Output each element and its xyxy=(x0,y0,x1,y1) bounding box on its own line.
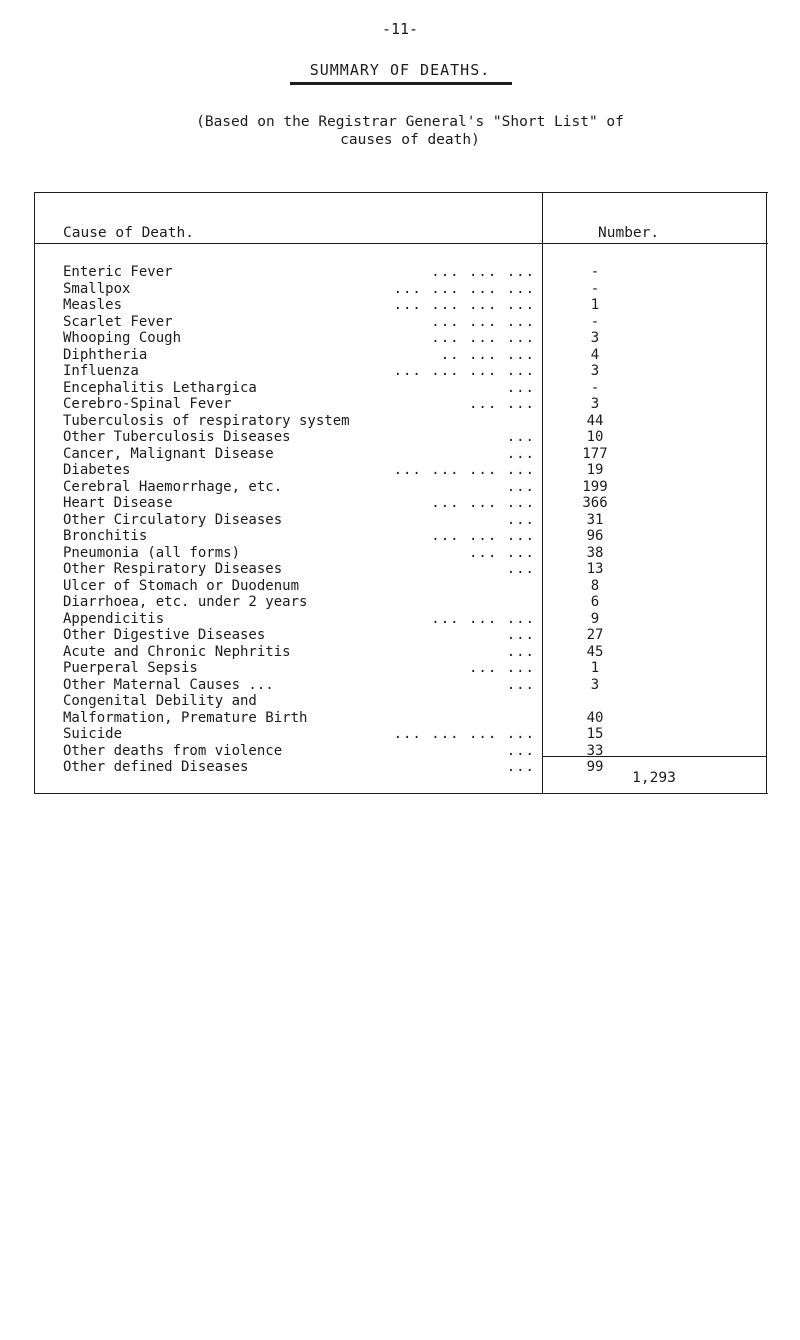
leader-dots: ... xyxy=(506,445,535,462)
death-count: 9 xyxy=(590,610,600,627)
leader-dots: ... xyxy=(506,429,535,445)
death-count: 13 xyxy=(586,561,604,577)
leader-dots: .. ... ... xyxy=(440,346,535,363)
death-count: 10 xyxy=(586,429,604,445)
death-count: - xyxy=(590,313,600,330)
cause-label: Appendicitis xyxy=(63,610,165,627)
death-count: 6 xyxy=(590,594,600,610)
cause-label: Diphtheria xyxy=(63,346,148,363)
leader-dots: ... xyxy=(506,511,535,528)
cause-label: Whooping Cough xyxy=(63,330,182,346)
leader-dots: ... ... ... ... xyxy=(393,280,535,297)
leader-dots: ... xyxy=(506,742,535,759)
death-count: 31 xyxy=(586,511,604,528)
cause-label: Other deaths from violence xyxy=(63,742,283,759)
death-count: 44 xyxy=(586,412,604,429)
cause-label: Congenital Debility and xyxy=(63,693,257,709)
leader-dots: ... xyxy=(506,627,535,643)
death-count: 27 xyxy=(586,627,604,643)
death-count: 3 xyxy=(590,676,600,693)
cause-label: Diabetes xyxy=(63,462,131,478)
page-heading: SUMMARY OF DEATHS. xyxy=(309,61,491,79)
cause-label: Tuberculosis of respiratory system xyxy=(63,412,350,429)
leader-dots: ... ... ... xyxy=(431,264,535,280)
death-count: 1 xyxy=(590,297,600,313)
leader-dots: ... xyxy=(506,676,535,693)
cause-label: Acute and Chronic Nephritis xyxy=(63,643,291,660)
death-count: 15 xyxy=(586,726,604,742)
death-count: 3 xyxy=(590,396,600,412)
death-count: 366 xyxy=(582,495,608,511)
death-count: 96 xyxy=(586,528,604,544)
cause-label: Other Tuberculosis Diseases xyxy=(63,429,291,445)
cause-label: Encephalitis Lethargica xyxy=(63,379,257,396)
subtitle xyxy=(40,113,780,149)
cause-label: Other Respiratory Diseases xyxy=(63,561,283,577)
leader-dots: ... ... ... ... xyxy=(393,462,535,478)
death-count: 19 xyxy=(586,462,604,478)
death-count: 199 xyxy=(582,478,608,495)
column-header-number: Number. xyxy=(598,225,660,241)
table-header-rule xyxy=(34,243,768,244)
subtitle-line-2: causes of death) xyxy=(340,132,480,148)
death-count: 99 xyxy=(586,759,604,775)
death-count: - xyxy=(590,280,600,297)
total-number: 1,293 xyxy=(632,770,676,786)
death-count: - xyxy=(590,379,600,396)
cause-label: Enteric Fever xyxy=(63,264,173,280)
leader-dots: ... ... ... ... xyxy=(393,363,535,379)
cause-label: Ulcer of Stomach or Duodenum xyxy=(63,577,300,594)
leader-dots: ... xyxy=(506,379,535,396)
cause-label: Other Circulatory Diseases xyxy=(63,511,283,528)
leader-dots: ... ... ... xyxy=(431,528,535,544)
leader-dots: ... xyxy=(506,561,535,577)
death-count: 33 xyxy=(586,742,604,759)
leader-dots: ... ... xyxy=(468,396,535,412)
page-number: -11- xyxy=(381,20,419,38)
death-count: 40 xyxy=(586,709,604,726)
cause-label: Other Digestive Diseases xyxy=(63,627,266,643)
cause-label: Cerebral Haemorrhage, etc. xyxy=(63,478,283,495)
cause-label: Other defined Diseases xyxy=(63,759,249,775)
death-count: 3 xyxy=(590,330,600,346)
cause-label: Smallpox xyxy=(63,280,131,297)
column-header-cause: Cause of Death. xyxy=(63,225,194,241)
table-left-border xyxy=(34,192,35,794)
leader-dots: ... ... ... xyxy=(431,330,535,346)
death-count: 45 xyxy=(586,643,604,660)
death-count: - xyxy=(590,264,600,280)
table-top-border xyxy=(34,192,768,193)
cause-label: Heart Disease xyxy=(63,495,173,511)
table-bottom-border xyxy=(34,793,768,794)
leader-dots: ... ... ... ... xyxy=(393,726,535,742)
leader-dots: ... ... ... ... xyxy=(393,297,535,313)
cause-label: Puerperal Sepsis xyxy=(63,660,198,676)
leader-dots: ... ... xyxy=(468,660,535,676)
death-count: 38 xyxy=(586,544,604,561)
leader-dots: ... xyxy=(506,478,535,495)
leader-dots: ... ... ... xyxy=(431,495,535,511)
cause-label: Cerebro-Spinal Fever xyxy=(63,396,232,412)
cause-label: Scarlet Fever xyxy=(63,313,173,330)
death-count: 3 xyxy=(590,363,600,379)
table-right-border xyxy=(766,192,767,794)
leader-dots: ... ... ... xyxy=(431,313,535,330)
leader-dots: ... ... xyxy=(468,544,535,561)
cause-label: Other Maternal Causes ... xyxy=(63,676,274,693)
cause-label: Malformation, Premature Birth xyxy=(63,709,308,726)
cause-label: Diarrhoea, etc. under 2 years xyxy=(63,594,308,610)
cause-label: Measles xyxy=(63,297,123,313)
death-count: 177 xyxy=(582,445,608,462)
cause-label: Cancer, Malignant Disease xyxy=(63,445,274,462)
cause-label: Bronchitis xyxy=(63,528,148,544)
leader-dots: ... xyxy=(506,643,535,660)
death-count: 1 xyxy=(590,660,600,676)
heading-underline xyxy=(290,82,512,85)
death-count: 8 xyxy=(590,577,600,594)
cause-label: Suicide xyxy=(63,726,123,742)
death-count: 4 xyxy=(590,346,600,363)
cause-label: Pneumonia (all forms) xyxy=(63,544,241,561)
cause-label: Influenza xyxy=(63,363,139,379)
leader-dots: ... ... ... xyxy=(431,610,535,627)
leader-dots: ... xyxy=(506,759,535,775)
table-column-divider xyxy=(542,192,543,794)
subtitle-line-1: (Based on the Registrar General's "Short List" of xyxy=(196,114,624,130)
